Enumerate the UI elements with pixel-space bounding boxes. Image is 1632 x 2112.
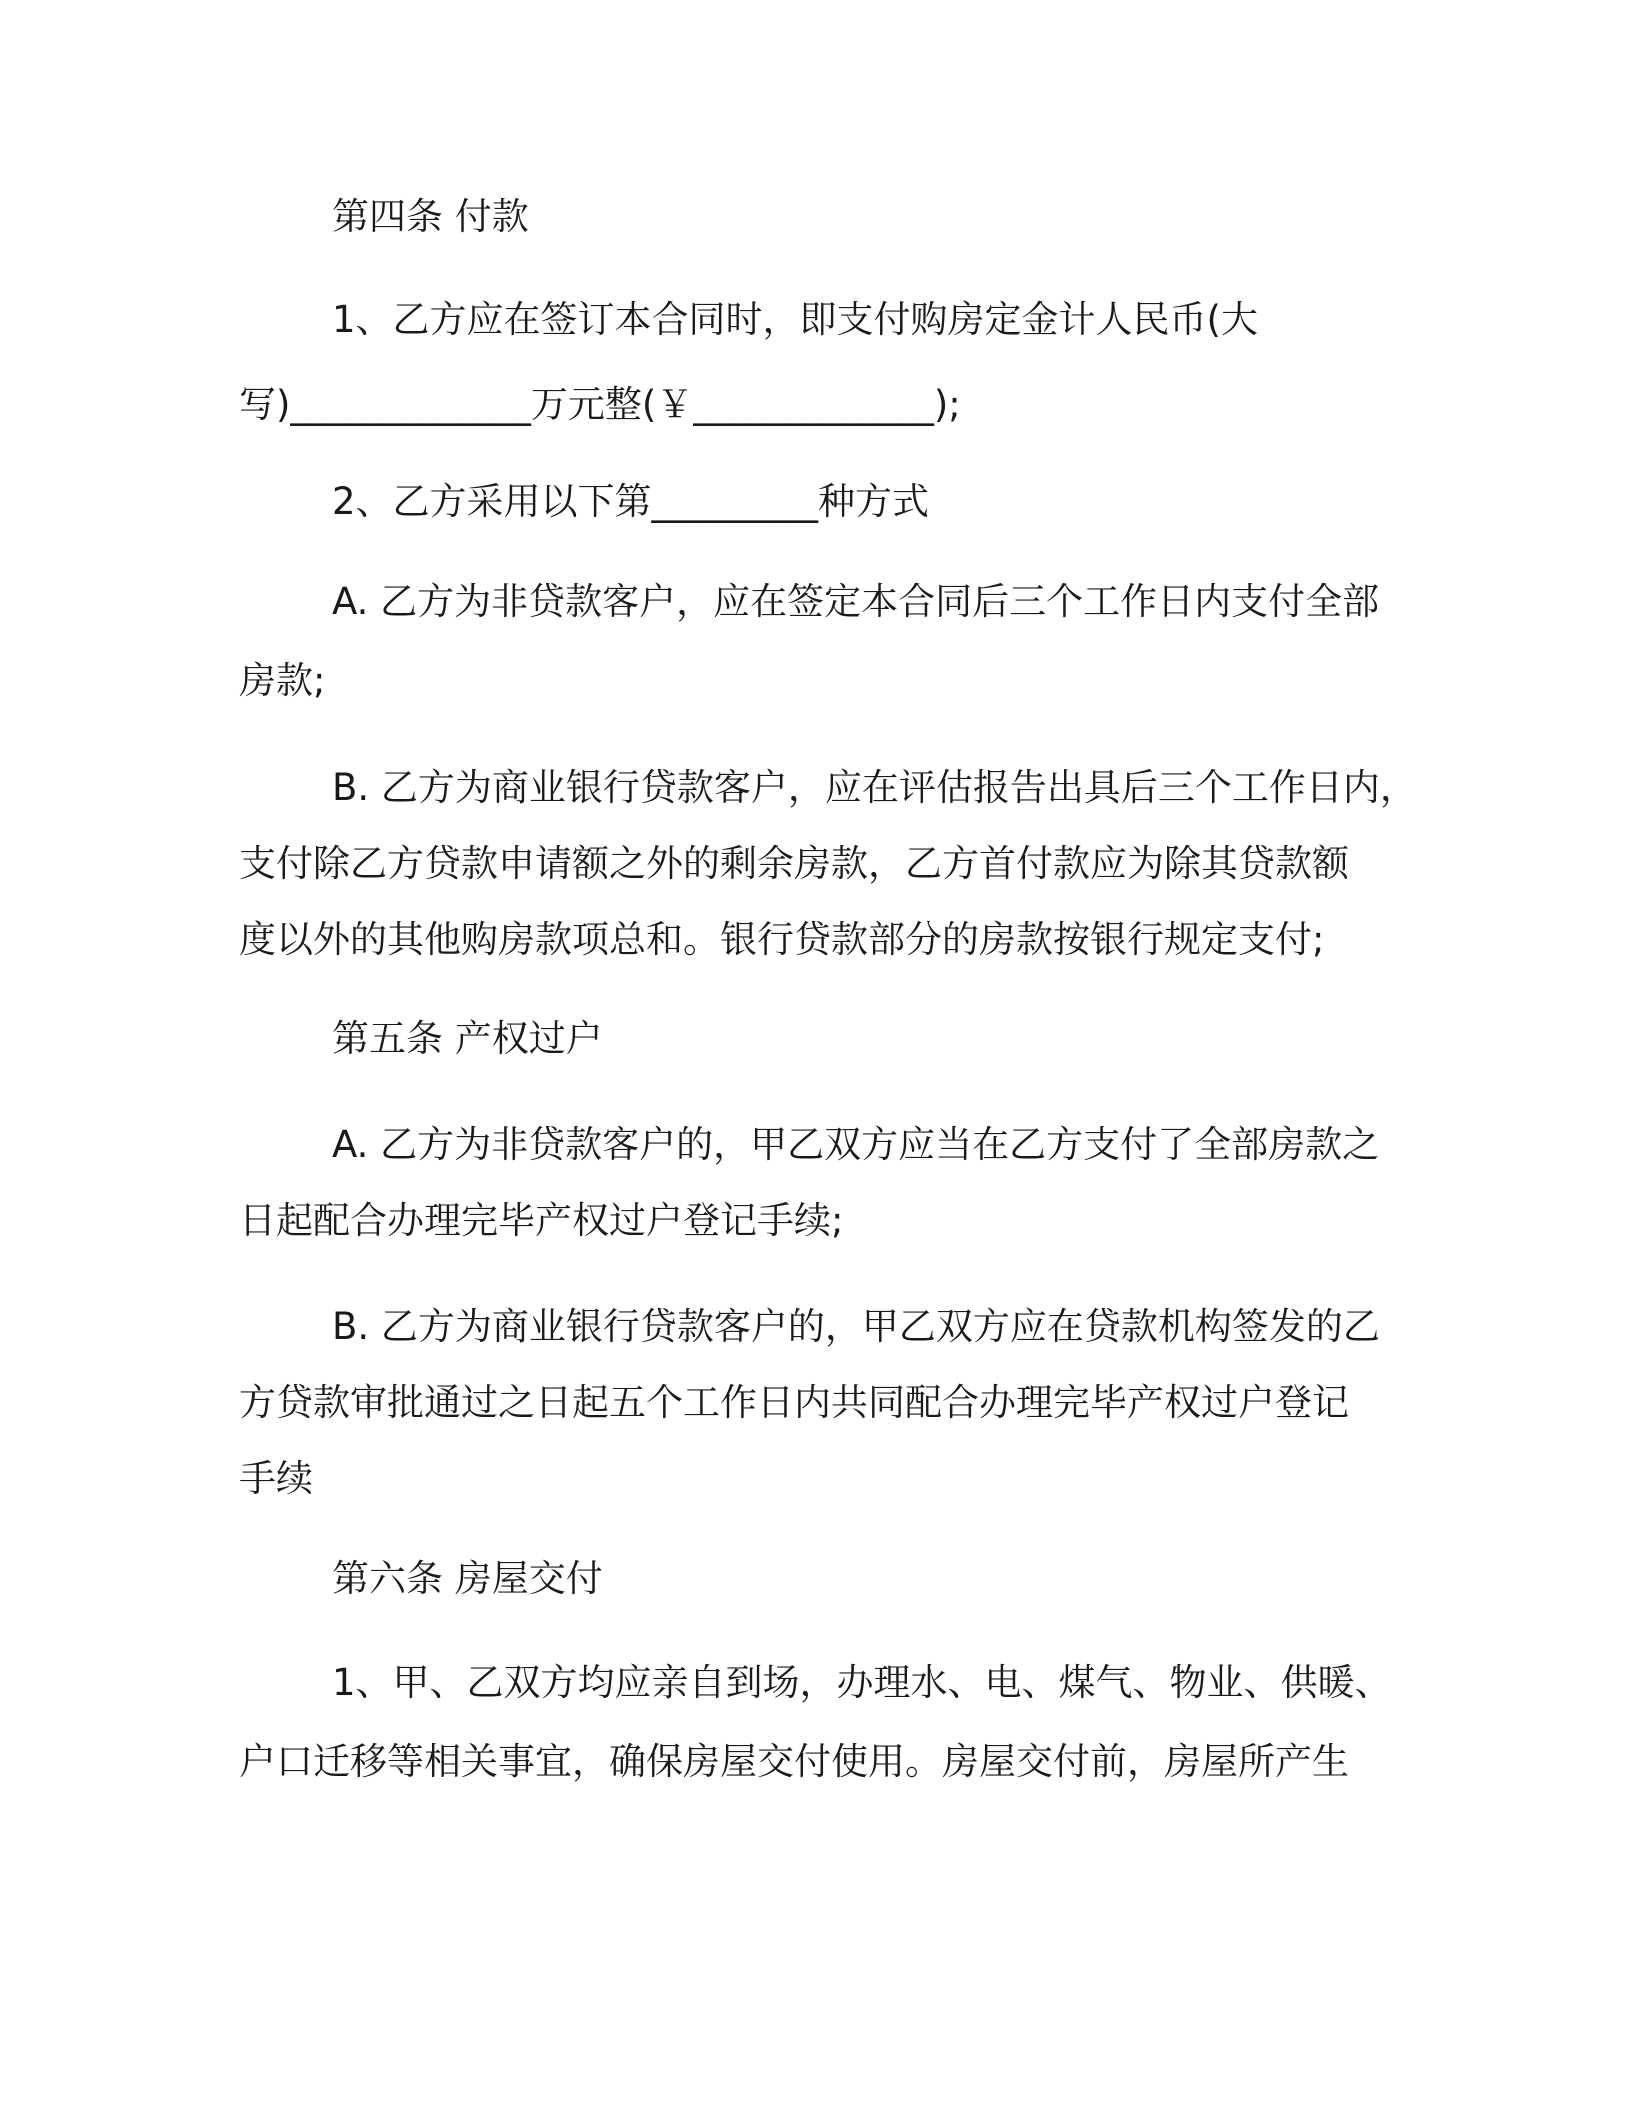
option-a-line-2: 房款; bbox=[239, 659, 326, 702]
option-a-line-1: A. 乙方为非贷款客户，应在签定本合同后三个工作日内支付全部 bbox=[332, 580, 1380, 623]
article-4-clause-2: 2、乙方采用以下第_________种方式 bbox=[332, 480, 930, 523]
option-b-line-1: B. 乙方为商业银行贷款客户，应在评估报告出具后三个工作日内， bbox=[332, 766, 1417, 809]
article-5-heading: 第五条 产权过户 bbox=[332, 1017, 603, 1060]
article-4-clause-1-line-2: 写)_____________万元整(￥_____________); bbox=[239, 383, 961, 426]
article-5-b-line-3: 手续 bbox=[239, 1457, 313, 1500]
article-5-a-line-2: 日起配合办理完毕产权过户登记手续; bbox=[239, 1199, 844, 1242]
article-6-clause-1-line-1: 1、甲、乙双方均应亲自到场，办理水、电、煤气、物业、供暖、 bbox=[332, 1661, 1392, 1704]
option-b-line-2: 支付除乙方贷款申请额之外的剩余房款，乙方首付款应为除其贷款额 bbox=[239, 842, 1349, 885]
article-5-b-line-2: 方贷款审批通过之日起五个工作日内共同配合办理完毕产权过户登记 bbox=[239, 1381, 1349, 1424]
article-5-b-line-1: B. 乙方为商业银行贷款客户的，甲乙双方应在贷款机构签发的乙 bbox=[332, 1305, 1380, 1348]
article-6-heading: 第六条 房屋交付 bbox=[332, 1557, 603, 1600]
article-4-heading: 第四条 付款 bbox=[332, 195, 529, 238]
article-4-clause-1-line-1: 1、乙方应在签订本合同时，即支付购房定金计人民币(大 bbox=[332, 298, 1258, 341]
article-6-clause-1-line-2: 户口迁移等相关事宜，确保房屋交付使用。房屋交付前，房屋所产生 bbox=[239, 1740, 1349, 1783]
option-b-line-3: 度以外的其他购房款项总和。银行贷款部分的房款按银行规定支付; bbox=[239, 918, 1325, 961]
article-5-a-line-1: A. 乙方为非贷款客户的，甲乙双方应当在乙方支付了全部房款之 bbox=[332, 1123, 1380, 1166]
